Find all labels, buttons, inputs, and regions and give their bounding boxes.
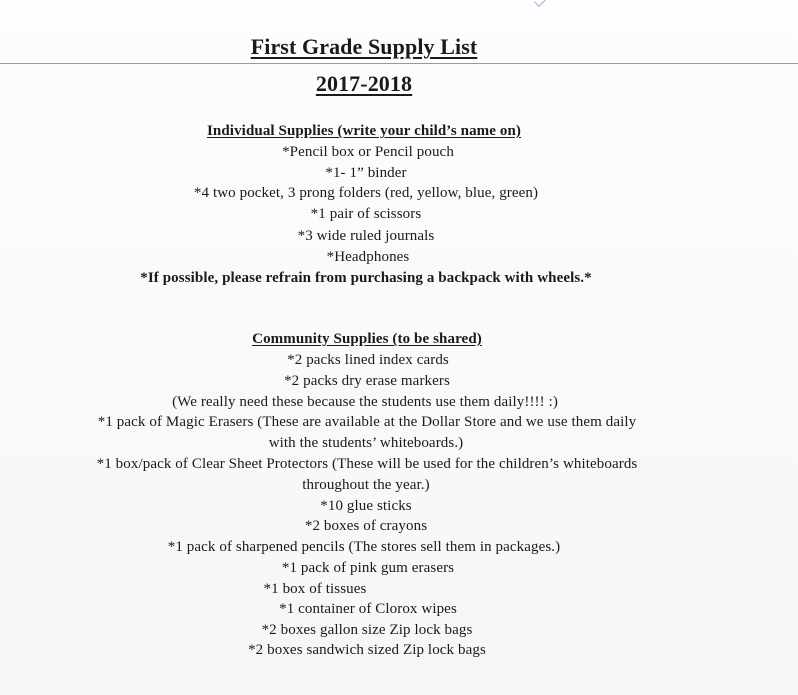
community-line: *1 box of tissues bbox=[263, 581, 367, 597]
pen-mark bbox=[534, 0, 546, 7]
community-line: *2 packs lined index cards bbox=[287, 352, 449, 368]
community-line: *1 container of Clorox wipes bbox=[279, 601, 457, 617]
community-line: *1 box/pack of Clear Sheet Protectors (These will be used for the children’s whiteboards bbox=[96, 456, 638, 472]
individual-supplies-heading: Individual Supplies (write your child’s name on) bbox=[206, 123, 522, 139]
horizontal-rule bbox=[0, 63, 798, 64]
community-line: (We really need these because the students use them daily!!!! :) bbox=[172, 394, 558, 410]
community-line: *2 packs dry erase markers bbox=[284, 373, 450, 389]
community-supplies-heading: Community Supplies (to be shared) bbox=[252, 331, 482, 347]
community-line: *2 boxes sandwich sized Zip lock bags bbox=[248, 642, 486, 658]
community-line: *2 boxes of crayons bbox=[304, 518, 428, 534]
document-title: First Grade Supply List bbox=[250, 34, 478, 59]
individual-item: *1- 1” binder bbox=[325, 165, 407, 181]
individual-item: *Pencil box or Pencil pouch bbox=[282, 144, 454, 160]
community-line: *1 pack of pink gum erasers bbox=[281, 560, 455, 576]
individual-item: *Headphones bbox=[326, 249, 410, 265]
community-line: *2 boxes gallon size Zip lock bags bbox=[261, 622, 473, 638]
backpack-note: *If possible, please refrain from purchasing a backpack with wheels.* bbox=[140, 270, 592, 286]
individual-item: *1 pair of scissors bbox=[310, 206, 422, 222]
community-line: *1 pack of sharpened pencils (The stores sell them in packages.) bbox=[167, 539, 561, 555]
community-line: with the students’ whiteboards.) bbox=[268, 435, 464, 451]
individual-item: *4 two pocket, 3 prong folders (red, yellow, blue, green) bbox=[193, 185, 539, 201]
community-line: throughout the year.) bbox=[302, 477, 430, 493]
school-year: 2017-2018 bbox=[315, 71, 413, 96]
community-line: *1 pack of Magic Erasers (These are available at the Dollar Store and we use them daily bbox=[97, 414, 637, 430]
individual-item: *3 wide ruled journals bbox=[297, 228, 435, 244]
community-line: *10 glue sticks bbox=[320, 498, 412, 514]
